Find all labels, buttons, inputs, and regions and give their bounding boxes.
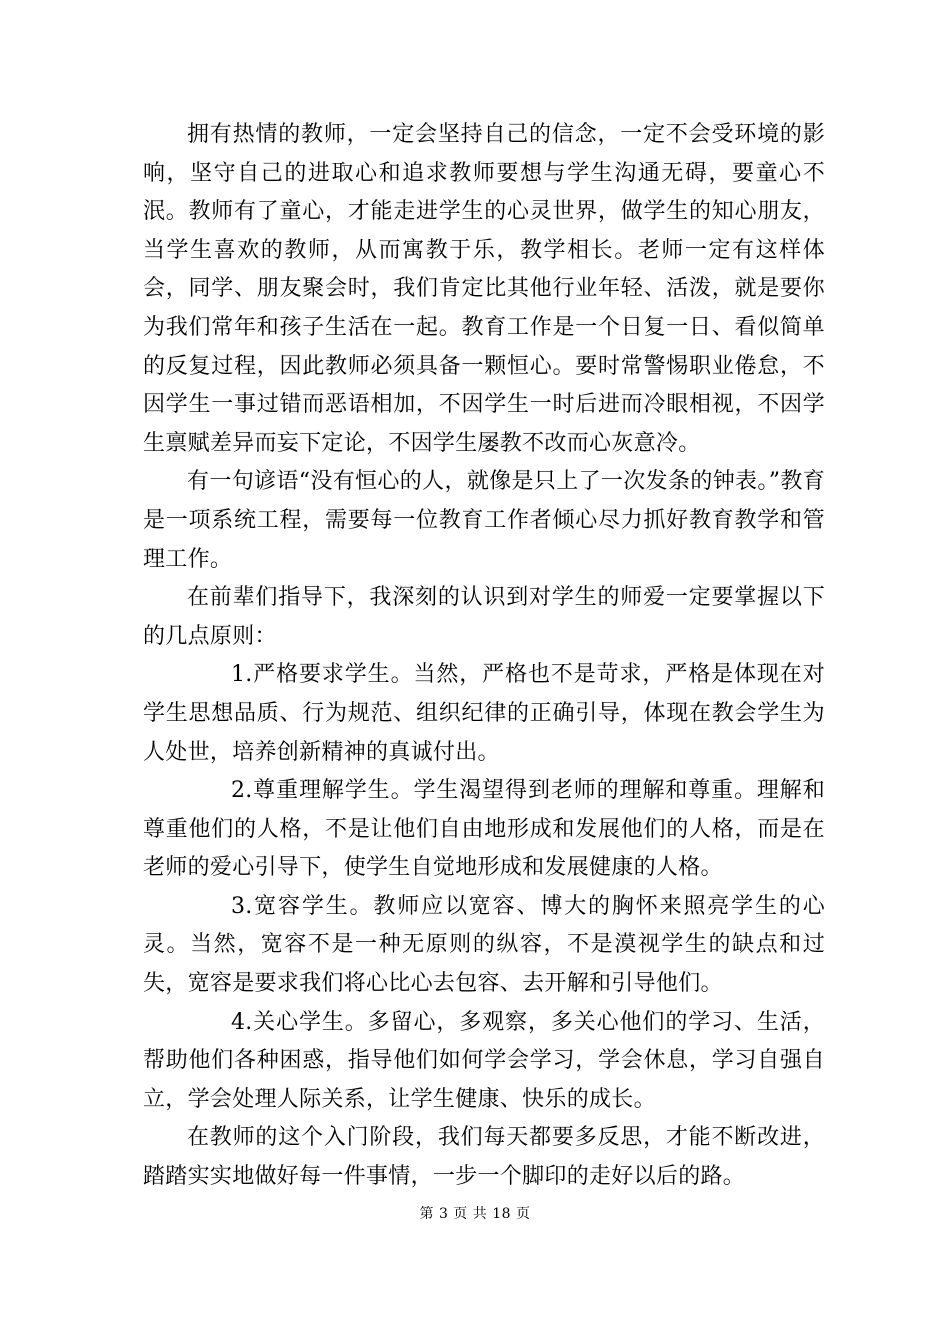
paragraph-teacher-passion: 拥有热情的教师，一定会坚持自己的信念，一定不会受环境的影响，坚守自己的进取心和追求教师要想与学生沟通无碍，要童心不泯。教师有了童心，才能走进学生的心灵世界，做学生的知心朋友，当学生喜欢的教师，从而寓教于乐，教学相长。老师一定有这样体会，同学、朋友聚会时，我们肯定比其他行业年轻、活泼，就是要你为我们常年和孩子生活在一起。教育工作是一个日复一日、看似简单的反复过程，因此教师必须具备一颗恒心。要时常警惕职业倦怠，不因学生一事过错而恶语相加，不因学生一时后进而冷眼相视，不因学生禀赋差异而妄下定论，不因学生屡教不改而心灰意冷。 (143, 122, 825, 456)
list-item-strict-requirements: 1.严格要求学生。当然，严格也不是苛求，严格是体现在对学生思想品质、行为规范、组织纪律的正确引导，体现在教会学生为人处世，培养创新精神的真诚付出。 (143, 662, 825, 765)
list-item-care: 4.关心学生。多留心，多观察，多关心他们的学习、生活，帮助他们各种困惑，指导他们如何学会学习，学会休息，学习自强自立，学会处理人际关系，让学生健康、快乐的成长。 (143, 1009, 825, 1112)
paragraph-principles-intro: 在前辈们指导下，我深刻的认识到对学生的师爱一定要掌握以下的几点原则： (143, 585, 825, 649)
paragraph-proverb: 有一句谚语“没有恒心的人，就像是只上了一次发条的钟表。”教育是一项系统工程，需要每一位教育工作者倾心尽力抓好教育教学和管理工作。 (143, 469, 825, 572)
page-number-footer: 第 3 页 共 18 页 (419, 1206, 531, 1222)
list-item-tolerance: 3.宽容学生。教师应以宽容、博大的胸怀来照亮学生的心灵。当然，宽容不是一种无原则的纵容，不是漠视学生的缺点和过失，宽容是要求我们将心比心去包容、去开解和引导他们。 (143, 893, 825, 997)
list-item-respect-understanding: 2.尊重理解学生。学生渴望得到老师的理解和尊重。理解和尊重他们的人格，不是让他们自由地形成和发展他们的人格，而是在老师的爱心引导下，使学生自觉地形成和发展健康的人格。 (143, 778, 825, 881)
document-body (143, 116, 825, 1197)
paragraph-reflection: 在教师的这个入门阶段，我们每天都要多反思，才能不断改进，踏踏实实地做好每一件事情，一步一个脚印的走好以后的路。 (143, 1125, 825, 1190)
